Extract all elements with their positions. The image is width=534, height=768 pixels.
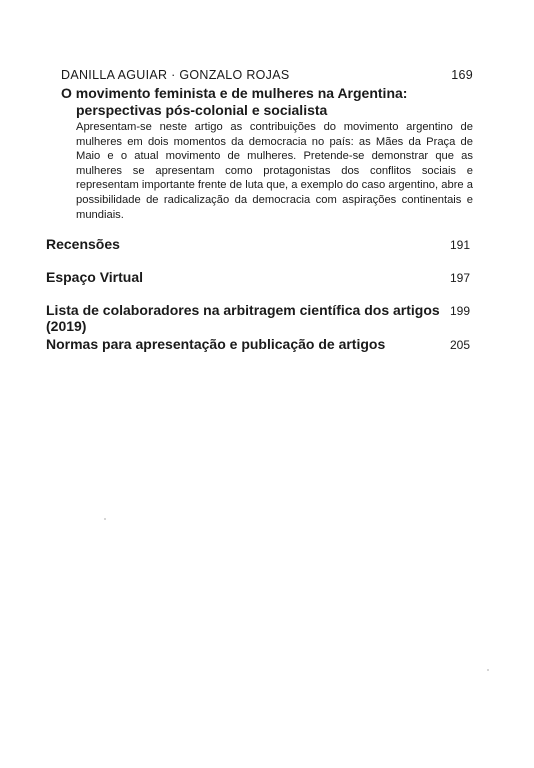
toc-entry-normas bbox=[46, 336, 470, 352]
paper-speck bbox=[487, 669, 489, 671]
article-title-line1: O movimento feminista e de mulheres na Argentina: bbox=[61, 85, 408, 101]
article-header bbox=[61, 67, 473, 83]
toc-entry-page: 199 bbox=[449, 304, 470, 318]
toc-entry-title: Espaço Virtual bbox=[46, 269, 144, 285]
toc-entry-lista-colaboradores bbox=[46, 302, 470, 334]
toc-entry-espaco-virtual bbox=[46, 269, 470, 285]
article-title bbox=[61, 85, 461, 119]
toc-entry-title: Normas para apresentação e publicação de artigos bbox=[46, 336, 386, 352]
toc-entry-title: Recensões bbox=[46, 236, 120, 252]
article-authors: DANILLA AGUIAR · GONZALO ROJAS bbox=[61, 68, 290, 82]
toc-entry-title: Lista de colaboradores na arbitragem científica dos artigos (2019) bbox=[46, 302, 440, 334]
toc-entry-page: 205 bbox=[449, 338, 470, 352]
article-abstract: Apresentam-se neste artigo as contribuições do movimento argentino de mulheres em dois momentos da democracia no país: as Mães da Praça de Maio e o atual movimento de mulheres. Pretende-se demonstrar que as mulheres se apresentam como protagonistas dos conflitos sociais e representam importante frente de luta que, a exemplo do caso argentino, abre a possibilidade de radicalização da democracia com aspirações continentais e mundiais. bbox=[76, 121, 473, 221]
article-page-number: 169 bbox=[451, 68, 473, 82]
toc-entry-page: 191 bbox=[449, 238, 470, 252]
article-title-line2: perspectivas pós-colonial e socialista bbox=[76, 102, 328, 118]
toc-entry-page: 197 bbox=[449, 271, 470, 285]
paper-speck bbox=[104, 518, 106, 520]
toc-entry-recensoes bbox=[46, 236, 470, 252]
